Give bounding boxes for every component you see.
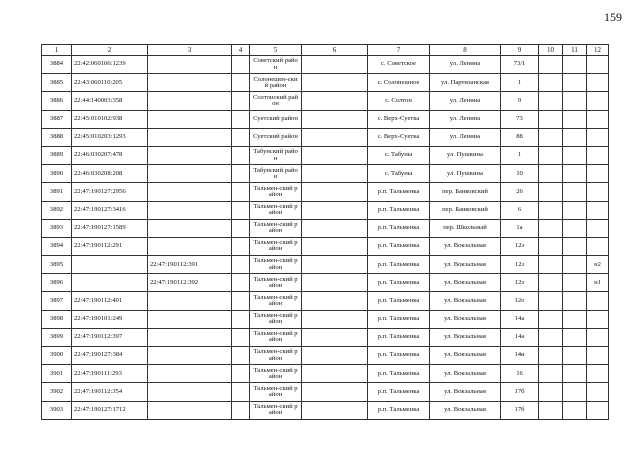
second-cadastral-number-cell xyxy=(148,110,232,128)
settlement-cell: р.п. Тальменка xyxy=(368,183,430,201)
col-10-cell xyxy=(539,383,563,401)
table-row xyxy=(42,183,609,201)
table-row xyxy=(42,365,609,383)
district-cell: Тальмен-ский район xyxy=(250,256,302,274)
settlement-cell: р.п. Тальменка xyxy=(368,347,430,365)
col-11-cell xyxy=(563,219,587,237)
unit-note-cell xyxy=(587,310,609,328)
col-6-cell xyxy=(302,56,368,74)
table-row xyxy=(42,74,609,92)
col-10-cell xyxy=(539,365,563,383)
col-6-cell xyxy=(302,310,368,328)
row-number-cell: 3892 xyxy=(42,201,72,219)
header-cell-3: 3 xyxy=(148,45,232,56)
second-cadastral-number-cell xyxy=(148,165,232,183)
col-6-cell xyxy=(302,256,368,274)
col-4-cell xyxy=(232,92,250,110)
cadastral-number-cell: 22:47:190127:2956 xyxy=(72,183,148,201)
row-number-cell: 3889 xyxy=(42,146,72,164)
col-4-cell xyxy=(232,401,250,419)
cadastral-number-cell: 22:47:190112:354 xyxy=(72,383,148,401)
col-4-cell xyxy=(232,110,250,128)
col-10-cell xyxy=(539,328,563,346)
second-cadastral-number-cell: 22:47:190112:392 xyxy=(148,274,232,292)
district-cell: Тальмен-ский район xyxy=(250,237,302,255)
street-cell: пер. Банковский xyxy=(430,201,501,219)
second-cadastral-number-cell xyxy=(148,237,232,255)
house-number-cell: 12о xyxy=(501,292,539,310)
col-10-cell xyxy=(539,165,563,183)
col-6-cell xyxy=(302,183,368,201)
header-cell-1: 1 xyxy=(42,45,72,56)
col-10-cell xyxy=(539,292,563,310)
row-number-cell: 3897 xyxy=(42,292,72,310)
col-6-cell xyxy=(302,274,368,292)
second-cadastral-number-cell xyxy=(148,146,232,164)
table-row xyxy=(42,128,609,146)
col-11-cell xyxy=(563,237,587,255)
cadastral-number-cell xyxy=(72,256,148,274)
col-6-cell xyxy=(302,146,368,164)
col-11-cell xyxy=(563,274,587,292)
row-number-cell: 3890 xyxy=(42,165,72,183)
header-cell-6: 6 xyxy=(302,45,368,56)
table-row xyxy=(42,328,609,346)
second-cadastral-number-cell xyxy=(148,347,232,365)
row-number-cell: 3895 xyxy=(42,256,72,274)
col-6-cell xyxy=(302,92,368,110)
row-number-cell: 3884 xyxy=(42,56,72,74)
col-10-cell xyxy=(539,56,563,74)
col-4-cell xyxy=(232,128,250,146)
street-cell: ул. Вокзальная xyxy=(430,328,501,346)
house-number-cell: 17б xyxy=(501,401,539,419)
col-11-cell xyxy=(563,401,587,419)
street-cell: ул. Вокзальная xyxy=(430,383,501,401)
col-10-cell xyxy=(539,310,563,328)
col-10-cell xyxy=(539,401,563,419)
district-cell: Тальмен-ский район xyxy=(250,310,302,328)
settlement-cell: с. Верх-Суетка xyxy=(368,110,430,128)
col-10-cell xyxy=(539,128,563,146)
settlement-cell: р.п. Тальменка xyxy=(368,292,430,310)
street-cell: ул. Вокзальная xyxy=(430,401,501,419)
col-10-cell xyxy=(539,347,563,365)
cadastral-number-cell: 22:46:030207:478 xyxy=(72,146,148,164)
col-6-cell xyxy=(302,328,368,346)
unit-note-cell xyxy=(587,347,609,365)
col-4-cell xyxy=(232,274,250,292)
col-10-cell xyxy=(539,256,563,274)
col-4-cell xyxy=(232,347,250,365)
col-4-cell xyxy=(232,237,250,255)
second-cadastral-number-cell xyxy=(148,292,232,310)
district-cell: Табунский район xyxy=(250,165,302,183)
table-row xyxy=(42,383,609,401)
col-11-cell xyxy=(563,92,587,110)
col-4-cell xyxy=(232,165,250,183)
settlement-cell: р.п. Тальменка xyxy=(368,256,430,274)
table-header-row xyxy=(42,45,609,56)
header-cell-10: 10 xyxy=(539,45,563,56)
district-cell: Тальмен-ский район xyxy=(250,401,302,419)
col-6-cell xyxy=(302,292,368,310)
row-number-cell: 3902 xyxy=(42,383,72,401)
col-11-cell xyxy=(563,292,587,310)
unit-note-cell xyxy=(587,383,609,401)
col-6-cell xyxy=(302,165,368,183)
district-cell: Тальмен-ский район xyxy=(250,383,302,401)
unit-note-cell xyxy=(587,146,609,164)
col-4-cell xyxy=(232,74,250,92)
street-cell: пер. Банковский xyxy=(430,183,501,201)
header-cell-11: 11 xyxy=(563,45,587,56)
cadastral-number-cell: 22:44:140003:358 xyxy=(72,92,148,110)
col-6-cell xyxy=(302,237,368,255)
col-10-cell xyxy=(539,146,563,164)
header-cell-12: 12 xyxy=(587,45,609,56)
table-row xyxy=(42,165,609,183)
row-number-cell: 3891 xyxy=(42,183,72,201)
cadastral-number-cell: 22:47:190127:1712 xyxy=(72,401,148,419)
col-4-cell xyxy=(232,365,250,383)
col-11-cell xyxy=(563,201,587,219)
street-cell: ул. Вокзальная xyxy=(430,256,501,274)
unit-note-cell xyxy=(587,74,609,92)
district-cell: Тальмен-ский район xyxy=(250,347,302,365)
col-11-cell xyxy=(563,365,587,383)
table-row xyxy=(42,256,609,274)
row-number-cell: 3898 xyxy=(42,310,72,328)
settlement-cell: р.п. Тальменка xyxy=(368,365,430,383)
second-cadastral-number-cell xyxy=(148,383,232,401)
unit-note-cell xyxy=(587,128,609,146)
col-11-cell xyxy=(563,74,587,92)
second-cadastral-number-cell xyxy=(148,310,232,328)
district-cell: Солонешен-ский район xyxy=(250,74,302,92)
unit-note-cell xyxy=(587,165,609,183)
settlement-cell: р.п. Тальменка xyxy=(368,219,430,237)
col-6-cell xyxy=(302,110,368,128)
col-4-cell xyxy=(232,292,250,310)
col-6-cell xyxy=(302,74,368,92)
row-number-cell: 3894 xyxy=(42,237,72,255)
unit-note-cell xyxy=(587,237,609,255)
col-10-cell xyxy=(539,201,563,219)
row-number-cell: 3888 xyxy=(42,128,72,146)
street-cell: ул. Ленина xyxy=(430,110,501,128)
col-4-cell xyxy=(232,219,250,237)
street-cell: ул. Вокзальная xyxy=(430,347,501,365)
settlement-cell: р.п. Тальменка xyxy=(368,274,430,292)
district-cell: Тальмен-ский район xyxy=(250,328,302,346)
cadastral-number-cell: 22:46:030208:208 xyxy=(72,165,148,183)
house-number-cell: 14а xyxy=(501,328,539,346)
street-cell: ул. Партизанская xyxy=(430,74,501,92)
unit-note-cell xyxy=(587,292,609,310)
house-number-cell: 73/1 xyxy=(501,56,539,74)
table-row xyxy=(42,274,609,292)
cadastral-number-cell: 22:47:190112:397 xyxy=(72,328,148,346)
col-4-cell xyxy=(232,256,250,274)
second-cadastral-number-cell xyxy=(148,219,232,237)
col-11-cell xyxy=(563,146,587,164)
table-row xyxy=(42,219,609,237)
house-number-cell: 1 xyxy=(501,74,539,92)
col-4-cell xyxy=(232,183,250,201)
col-11-cell xyxy=(563,183,587,201)
table-row xyxy=(42,201,609,219)
table-row xyxy=(42,292,609,310)
cadastral-number-cell: 22:47:190127:3416 xyxy=(72,201,148,219)
district-cell: Суетский район xyxy=(250,128,302,146)
street-cell: пер. Школьный xyxy=(430,219,501,237)
street-cell: ул. Ленина xyxy=(430,128,501,146)
second-cadastral-number-cell xyxy=(148,328,232,346)
cadastral-number-cell: 22:47:190127:384 xyxy=(72,347,148,365)
district-cell: Солтонский район xyxy=(250,92,302,110)
settlement-cell: с. Солтон xyxy=(368,92,430,110)
table-row xyxy=(42,401,609,419)
street-cell: ул. Пушкина xyxy=(430,165,501,183)
col-10-cell xyxy=(539,274,563,292)
col-11-cell xyxy=(563,310,587,328)
col-10-cell xyxy=(539,92,563,110)
house-number-cell: 14и xyxy=(501,347,539,365)
settlement-cell: с. Табуны xyxy=(368,165,430,183)
second-cadastral-number-cell xyxy=(148,56,232,74)
settlement-cell: р.п. Тальменка xyxy=(368,201,430,219)
header-cell-8: 8 xyxy=(430,45,501,56)
second-cadastral-number-cell: 22:47:190112:391 xyxy=(148,256,232,274)
table-row xyxy=(42,92,609,110)
street-cell: ул. Вокзальная xyxy=(430,310,501,328)
street-cell: ул. Вокзальная xyxy=(430,274,501,292)
table-row xyxy=(42,347,609,365)
unit-note-cell xyxy=(587,401,609,419)
col-11-cell xyxy=(563,383,587,401)
settlement-cell: с. Верх-Суетка xyxy=(368,128,430,146)
table-row xyxy=(42,237,609,255)
cadastral-number-cell: 22:47:190101:249 xyxy=(72,310,148,328)
district-cell: Советский район xyxy=(250,56,302,74)
second-cadastral-number-cell xyxy=(148,74,232,92)
second-cadastral-number-cell xyxy=(148,401,232,419)
col-6-cell xyxy=(302,219,368,237)
street-cell: ул. Пушкина xyxy=(430,146,501,164)
col-11-cell xyxy=(563,56,587,74)
house-number-cell: 88 xyxy=(501,128,539,146)
header-cell-7: 7 xyxy=(368,45,430,56)
col-4-cell xyxy=(232,310,250,328)
house-number-cell: 14а xyxy=(501,310,539,328)
row-number-cell: 3903 xyxy=(42,401,72,419)
col-11-cell xyxy=(563,328,587,346)
col-11-cell xyxy=(563,256,587,274)
col-6-cell xyxy=(302,201,368,219)
row-number-cell: 3896 xyxy=(42,274,72,292)
house-number-cell: 26 xyxy=(501,183,539,201)
table-row xyxy=(42,110,609,128)
street-cell: ул. Ленина xyxy=(430,56,501,74)
unit-note-cell: н1 xyxy=(587,274,609,292)
unit-note-cell xyxy=(587,201,609,219)
row-number-cell: 3885 xyxy=(42,74,72,92)
street-cell: ул. Вокзальная xyxy=(430,292,501,310)
second-cadastral-number-cell xyxy=(148,92,232,110)
col-10-cell xyxy=(539,237,563,255)
settlement-cell: р.п. Тальменка xyxy=(368,401,430,419)
second-cadastral-number-cell xyxy=(148,128,232,146)
row-number-cell: 3886 xyxy=(42,92,72,110)
col-6-cell xyxy=(302,401,368,419)
unit-note-cell xyxy=(587,328,609,346)
col-4-cell xyxy=(232,146,250,164)
col-4-cell xyxy=(232,201,250,219)
col-10-cell xyxy=(539,74,563,92)
row-number-cell: 3893 xyxy=(42,219,72,237)
district-cell: Суетский район xyxy=(250,110,302,128)
house-number-cell: 17б xyxy=(501,383,539,401)
house-number-cell: 12з xyxy=(501,237,539,255)
second-cadastral-number-cell xyxy=(148,201,232,219)
house-number-cell: 1 xyxy=(501,146,539,164)
house-number-cell: 12з xyxy=(501,274,539,292)
house-number-cell: 16 xyxy=(501,365,539,383)
district-cell: Тальмен-ский район xyxy=(250,365,302,383)
settlement-cell: р.п. Тальменка xyxy=(368,328,430,346)
row-number-cell: 3899 xyxy=(42,328,72,346)
col-11-cell xyxy=(563,128,587,146)
second-cadastral-number-cell xyxy=(148,183,232,201)
district-cell: Тальмен-ский район xyxy=(250,292,302,310)
col-10-cell xyxy=(539,219,563,237)
row-number-cell: 3901 xyxy=(42,365,72,383)
district-cell: Тальмен-ский район xyxy=(250,274,302,292)
cadastral-number-cell: 22:47:190112:291 xyxy=(72,237,148,255)
district-cell: Тальмен-ский район xyxy=(250,201,302,219)
settlement-cell: р.п. Тальменка xyxy=(368,237,430,255)
unit-note-cell xyxy=(587,110,609,128)
unit-note-cell xyxy=(587,183,609,201)
col-6-cell xyxy=(302,347,368,365)
street-cell: ул. Ленина xyxy=(430,92,501,110)
house-number-cell: 6 xyxy=(501,201,539,219)
col-4-cell xyxy=(232,383,250,401)
settlement-cell: с. Советское xyxy=(368,56,430,74)
house-number-cell: 12з xyxy=(501,256,539,274)
cadastral-number-cell: 22:45:010102:938 xyxy=(72,110,148,128)
unit-note-cell xyxy=(587,92,609,110)
table-body xyxy=(42,45,609,420)
unit-note-cell xyxy=(587,56,609,74)
cadastral-number-cell: 22:45:010203:1293 xyxy=(72,128,148,146)
cadastral-number-cell: 22:47:190111:293 xyxy=(72,365,148,383)
district-cell: Тальмен-ский район xyxy=(250,183,302,201)
cadastral-number-cell: 22:43:060110:205 xyxy=(72,74,148,92)
col-11-cell xyxy=(563,165,587,183)
house-number-cell: 10 xyxy=(501,165,539,183)
unit-note-cell xyxy=(587,219,609,237)
table-row xyxy=(42,56,609,74)
second-cadastral-number-cell xyxy=(148,365,232,383)
table-row xyxy=(42,310,609,328)
cadastral-number-cell xyxy=(72,274,148,292)
col-10-cell xyxy=(539,110,563,128)
col-6-cell xyxy=(302,128,368,146)
settlement-cell: р.п. Тальменка xyxy=(368,310,430,328)
col-4-cell xyxy=(232,328,250,346)
col-10-cell xyxy=(539,183,563,201)
cadastral-number-cell: 22:42:060106:1239 xyxy=(72,56,148,74)
house-number-cell: 9 xyxy=(501,92,539,110)
cadastral-number-cell: 22:47:190112:401 xyxy=(72,292,148,310)
col-6-cell xyxy=(302,383,368,401)
house-number-cell: 1а xyxy=(501,219,539,237)
row-number-cell: 3887 xyxy=(42,110,72,128)
settlement-cell: р.п. Тальменка xyxy=(368,383,430,401)
header-cell-5: 5 xyxy=(250,45,302,56)
header-cell-9: 9 xyxy=(501,45,539,56)
district-cell: Табунский район xyxy=(250,146,302,164)
unit-note-cell xyxy=(587,365,609,383)
district-cell: Тальмен-ский район xyxy=(250,219,302,237)
header-cell-2: 2 xyxy=(72,45,148,56)
table-row xyxy=(42,146,609,164)
page-number: 159 xyxy=(604,10,622,24)
unit-note-cell: н2 xyxy=(587,256,609,274)
house-number-cell: 73 xyxy=(501,110,539,128)
row-number-cell: 3900 xyxy=(42,347,72,365)
settlement-cell: с. Табуны xyxy=(368,146,430,164)
street-cell: ул. Вокзальная xyxy=(430,237,501,255)
cadastral-number-cell: 22:47:190127:1589 xyxy=(72,219,148,237)
street-cell: ул. Вокзальная xyxy=(430,365,501,383)
register-table xyxy=(41,44,609,420)
col-11-cell xyxy=(563,347,587,365)
header-cell-4: 4 xyxy=(232,45,250,56)
col-4-cell xyxy=(232,56,250,74)
col-11-cell xyxy=(563,110,587,128)
col-6-cell xyxy=(302,365,368,383)
settlement-cell: с. Солонешное xyxy=(368,74,430,92)
